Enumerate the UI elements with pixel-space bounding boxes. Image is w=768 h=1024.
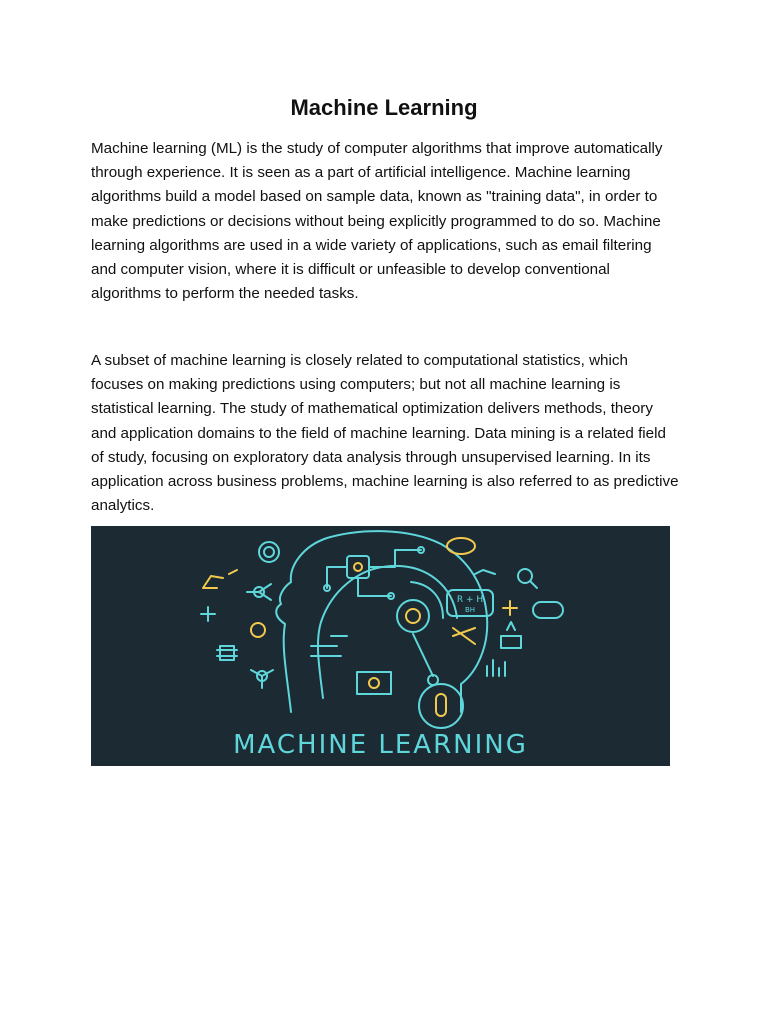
camera-icon (357, 672, 391, 694)
formula-subtext: BH (464, 606, 476, 614)
page-title: Machine Learning (290, 95, 478, 120)
formula-text: R + H (456, 595, 484, 605)
power-circle-icon (419, 684, 463, 728)
head-inner-outline (318, 566, 457, 698)
chip-icon (220, 646, 234, 660)
plus-icon-right (503, 601, 517, 615)
dna-icon (453, 628, 475, 644)
banner-caption: MACHINE LEARNING (233, 730, 528, 760)
bar-chart-icon (487, 660, 505, 676)
gear-icon (397, 600, 429, 632)
factory-robot-icon (501, 622, 521, 648)
paragraph-2: A subset of machine learning is closely related to computational statistics, which focuses on making predictions using computers; but not all machine learning is statistical learning. The study of mathematical optimization delivers methods, theory and application domains to the field of machine learning. Data mining is a related field of study, focusing on exploratory data analysis through unsupervised learning. In its application across business problems, machine learning is also referred to as predictive analytics. (91, 352, 679, 515)
head-profile-outline (276, 531, 487, 712)
machine-learning-illustration (91, 526, 670, 766)
settings-icon (251, 623, 265, 637)
checkmark-line-icon (475, 570, 495, 574)
robot-arm-icon (203, 570, 237, 588)
plus-icon-left (201, 607, 215, 621)
paragraph-1: Machine learning (ML) is the study of computer algorithms that improve automatically through experience. It is seen as a part of artificial intelligence. Machine learning algorithms build a model based on sample data, known as "training data", in order to make predictions or decisions without being explicitly programmed to do so. Machine learning algorithms are used in a wide variety of applications, such as email filtering and computer vision, where it is difficult or unfeasible to develop conventional algorithms to perform the needed tasks. (91, 140, 663, 303)
brain-icon (447, 538, 475, 554)
fingerprint-icon (259, 542, 279, 562)
chat-bubble-icon (533, 602, 563, 618)
